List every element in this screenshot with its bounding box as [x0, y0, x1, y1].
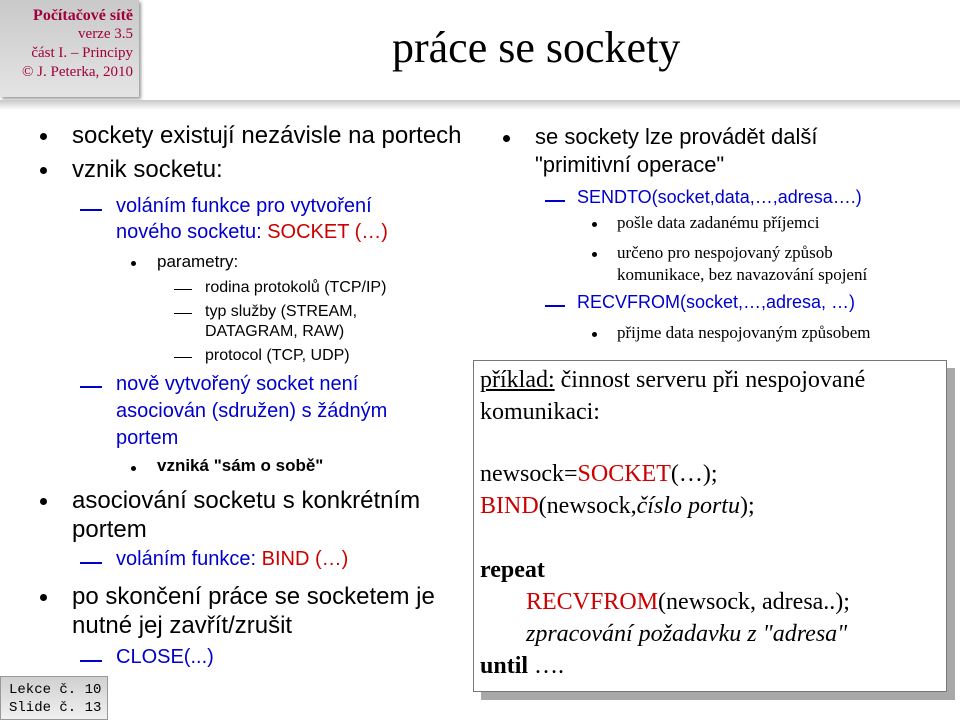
func-bind: BIND (…) [261, 548, 349, 570]
dash-marker [174, 289, 192, 290]
param-protocol: protocol (TCP, UDP) [205, 347, 350, 364]
text-connectionless-2: komunikace, bez navazování spojení [617, 265, 868, 284]
code-bind-end: ); [739, 493, 755, 519]
dash-marker [545, 305, 565, 307]
example-box [473, 360, 947, 692]
dash-marker [80, 562, 102, 564]
code-repeat: repeat [480, 557, 545, 583]
code-socket: SOCKET [577, 461, 671, 487]
text-new-socket-not-associated-2: asociován (sdružen) s žádným [116, 400, 388, 422]
code-line-process: zpracování požadavku z "adresa" [526, 621, 848, 647]
text-parameters: parametry: [157, 252, 239, 271]
code-recvfrom: RECVFROM [526, 589, 659, 615]
dash-marker [174, 357, 192, 358]
dash-marker [80, 209, 102, 211]
func-close: CLOSE(...) [116, 646, 214, 668]
code-until-tail: …. [528, 653, 565, 679]
func-socket: SOCKET (…) [267, 221, 388, 243]
course-part: část I. – Principy [31, 45, 133, 61]
course-copyright: © J. Peterka, 2010 [22, 64, 133, 80]
code-recvfrom-args: (newsock, adresa..); [658, 589, 850, 615]
param-service-type: typ služby (STREAM, [205, 303, 358, 320]
dash-marker [80, 386, 102, 388]
lesson-slide-box [0, 676, 108, 720]
sub-bullet-dot [592, 252, 597, 257]
course-header-box [0, 0, 139, 97]
slide-number: Slide č. 13 [9, 700, 102, 716]
bullet-other-operations: se sockety lze provádět další [535, 124, 818, 149]
lesson-number: Lekce č. 10 [9, 682, 102, 698]
dash-marker [545, 200, 565, 202]
func-sendto: SENDTO(socket,data,…,adresa….) [577, 187, 862, 207]
example-heading-text: činnost serveru při nespojované [554, 367, 866, 393]
param-service-type-values: DATAGRAM, RAW) [205, 323, 345, 340]
func-recvfrom: RECVFROM(socket,…,adresa, …) [577, 292, 856, 312]
code-socket-args: (…); [670, 461, 718, 487]
text-exists-by-itself: vzniká "sám o sobě" [157, 456, 324, 475]
code-until: until [480, 653, 529, 679]
code-port-number: číslo portu [636, 493, 740, 519]
text-call-bind-label: voláním funkce: [116, 548, 262, 570]
bullet-after-work-2: nutné jej zavřít/zrušit [72, 612, 293, 639]
bullet-sockets-independent: sockety existují nezávisle na portech [72, 122, 462, 149]
text-call-function: voláním funkce pro vytvoření [116, 195, 372, 217]
sub-bullet-dot [131, 466, 136, 471]
bullet-associating-socket: asociování socketu s konkrétním [72, 487, 421, 514]
param-protocol-family: rodina protokolů (TCP/IP) [205, 279, 387, 296]
code-line-recvfrom [526, 589, 850, 616]
code-newsock: newsock= [480, 461, 578, 487]
bullet-socket-creation: vznik socketu: [72, 156, 223, 183]
code-line-socket [480, 461, 718, 488]
sub-bullet-dot [592, 222, 597, 227]
sub-bullet-dot [131, 261, 136, 266]
text-connectionless: určeno pro nespojovaný způsob [617, 243, 833, 262]
course-version: verze 3.5 [78, 26, 133, 42]
bullet-associating-socket-2: portem [72, 516, 147, 543]
text-new-socket-label: nového socketu: [116, 221, 268, 243]
code-bind-args: (newsock, [538, 493, 637, 519]
example-heading [480, 367, 865, 394]
header-divider [0, 100, 960, 110]
text-call-bind [116, 548, 348, 571]
text-new-socket-not-associated-3: portem [116, 427, 179, 449]
bullet-after-work: po skončení práce se socketem je [72, 583, 435, 610]
text-sendto-desc: pošle data zadanému příjemci [617, 213, 820, 232]
code-until-line [480, 653, 564, 680]
text-new-socket-not-associated: nově vytvořený socket není [116, 373, 359, 395]
dash-marker [174, 313, 192, 314]
text-recvfrom-desc: přijme data nespojovaným způsobem [617, 323, 871, 342]
code-bind: BIND [480, 493, 539, 519]
text-new-socket [116, 221, 388, 244]
code-line-bind [480, 493, 755, 520]
course-name: Počítačové sítě [33, 7, 133, 24]
slide-title: práce se sockety [392, 23, 681, 72]
example-heading-2: komunikaci: [480, 399, 600, 425]
bullet-other-operations-2: "primitivní operace" [535, 152, 725, 177]
example-label: příklad: [480, 367, 555, 393]
sub-bullet-dot [592, 332, 597, 337]
dash-marker [80, 660, 102, 662]
